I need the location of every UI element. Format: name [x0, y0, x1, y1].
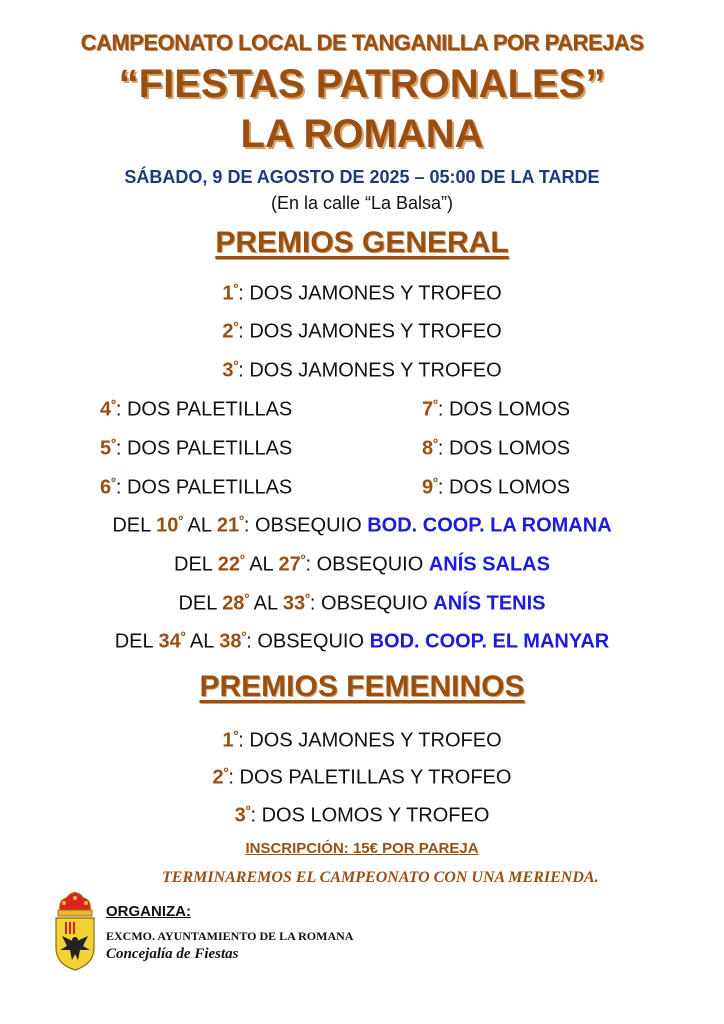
prize-range-row: DEL $10^º$ AL $21^º$: OBSEQUIO BOD. COOP. LA ROMANA	[112, 512, 612, 537]
event-date: SÁBADO, 9 DE AGOSTO DE 2025 – 05:00 DE LA TARDE	[124, 167, 600, 187]
prize-row: $2^º$: DOS JAMONES Y TROFEO	[222, 318, 502, 343]
organiza-label: ORGANIZA:	[106, 903, 191, 920]
prize-row: $7^º$: DOS LOMOS	[422, 396, 571, 421]
premios-general-heading: PREMIOS GENERAL	[215, 226, 509, 259]
prize-row: $9^º$: DOS LOMOS	[422, 474, 571, 499]
prize-row: $3^º$: DOS LOMOS Y TROFEO	[234, 802, 490, 827]
campeonato-title: CAMPEONATO LOCAL DE TANGANILLA POR PAREJAS	[80, 30, 644, 55]
organiza-concejalia: Concejalía de Fiestas	[106, 946, 239, 962]
merienda-text: TERMINAREMOS EL CAMPEONATO CON UNA MERIENDA.	[162, 869, 599, 886]
prize-range-row: DEL $28^º$ AL $33^º$: OBSEQUIO ANÍS TENIS	[178, 590, 546, 615]
prize-range-row: DEL $22^º$ AL $27^º$: OBSEQUIO ANÍS SALAS	[174, 551, 550, 576]
inscripcion-text: INSCRIPCIÓN: 15€ POR PAREJA	[245, 840, 479, 857]
prize-range-row: DEL $34^º$ AL $38^º$: OBSEQUIO BOD. COOP. EL MANYAR	[114, 628, 610, 653]
sponsor-name: BOD. COOP. EL MANYAR	[369, 630, 610, 653]
fiestas-title: “FIESTAS PATRONALES”	[118, 62, 606, 106]
coat-of-arms-icon	[52, 890, 98, 972]
sponsor-name: ANÍS TENIS	[433, 592, 546, 615]
organiza-entidad: EXCMO. AYUNTAMIENTO DE LA ROMANA	[106, 929, 354, 943]
premios-femeninos-heading: PREMIOS FEMENINOS	[199, 670, 525, 703]
prize-row: $2^º$: DOS PALETILLAS Y TROFEO	[212, 764, 512, 789]
sponsor-name: ANÍS SALAS	[428, 553, 550, 576]
prize-row: $4^º$: DOS PALETILLAS	[100, 396, 293, 421]
event-location: (En la calle “La Balsa”)	[270, 193, 454, 213]
prize-row: $8^º$: DOS LOMOS	[422, 435, 571, 460]
prize-row: $6^º$: DOS PALETILLAS	[100, 474, 293, 499]
lugar-title: LA ROMANA	[240, 112, 484, 156]
prize-row: $3^º$: DOS JAMONES Y TROFEO	[222, 357, 502, 382]
prize-row: $1^º$: DOS JAMONES Y TROFEO	[222, 280, 502, 305]
prize-row: $5^º$: DOS PALETILLAS	[100, 435, 293, 460]
sponsor-name: BOD. COOP. LA ROMANA	[367, 514, 612, 537]
prize-row: $1^º$: DOS JAMONES Y TROFEO	[222, 727, 502, 752]
